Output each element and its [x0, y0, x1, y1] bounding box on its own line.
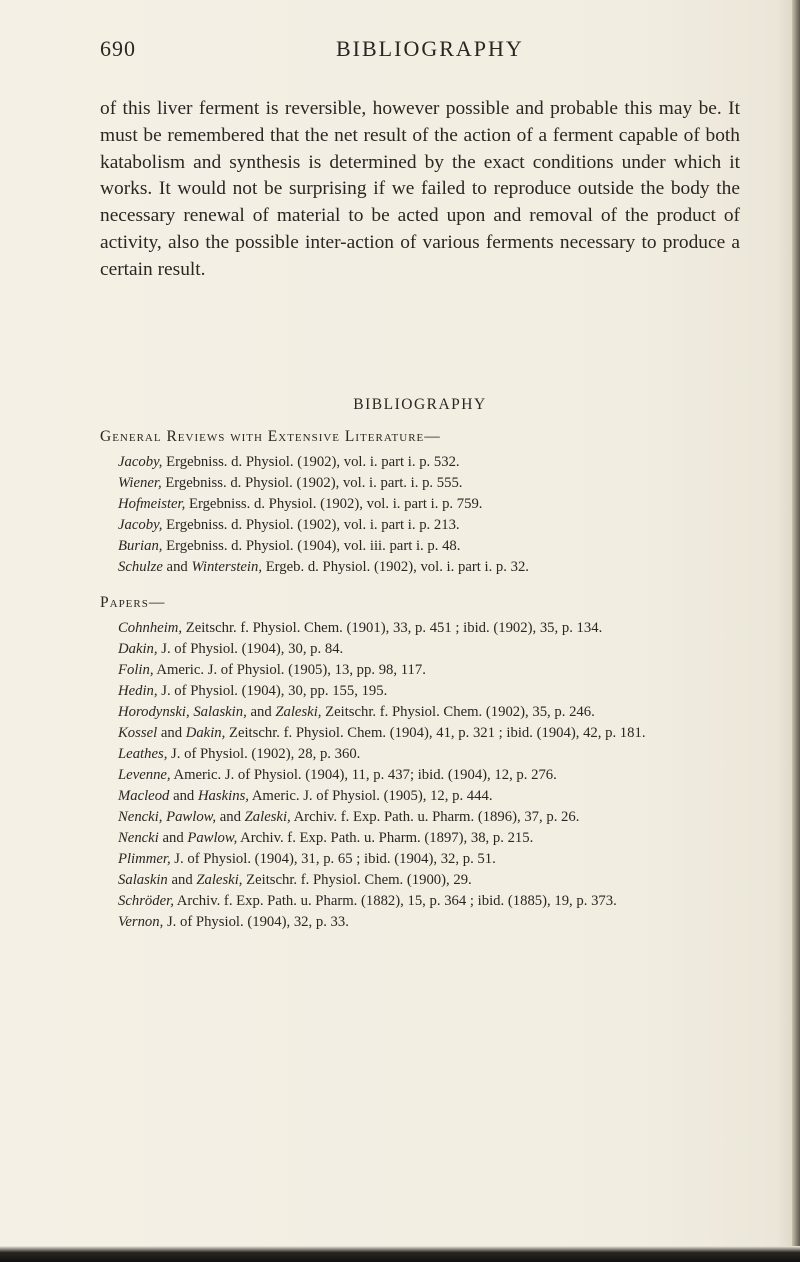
- reference-author: Jacoby,: [118, 517, 163, 533]
- reference-author: Vernon,: [118, 914, 164, 930]
- reference-author: Dakin,: [118, 641, 158, 657]
- reference-author: Horodynski, Salaskin,: [118, 704, 247, 720]
- reference-author: Zaleski,: [244, 809, 291, 825]
- reference-citation: J. of Physiol. (1904), 30, p. 84.: [157, 641, 344, 657]
- general-reviews-list: [118, 452, 742, 578]
- reference-author: Haskins,: [197, 788, 249, 804]
- reference-citation: J. of Physiol. (1904), 31, p. 65 ; ibid. (1904), 32, p. 51.: [170, 851, 496, 867]
- reference-author: Folin,: [118, 662, 154, 678]
- reference-citation: Ergebniss. d. Physiol. (1904), vol. iii. part i. p. 48.: [162, 538, 461, 554]
- reference-author: Jacoby,: [118, 454, 163, 470]
- reference-author: Dakin,: [185, 725, 226, 741]
- reference-entry: [118, 702, 742, 723]
- reference-entry: [118, 723, 742, 744]
- reference-entry: [118, 660, 742, 681]
- reference-entry: [118, 639, 742, 660]
- reference-author: Levenne,: [118, 767, 171, 783]
- reference-author: Nencki, Pawlow,: [118, 809, 217, 825]
- reference-conjunction: and: [167, 872, 197, 888]
- body-paragraph: of this liver ferment is reversible, however possible and probable this may be. It must be remembered that the net result of the action of a ferment capable of both katabolism and synthesis is determined by the exact conditions under which it works. It would not be surprising if we failed to reproduce outside the body the necessary renewal of material to be acted upon and removal of the product of activity, also the possible inter-action of various ferments necessary to produce a certain result.: [100, 98, 740, 280]
- reference-entry: [118, 618, 742, 639]
- reference-author: Plimmer,: [118, 851, 171, 867]
- general-reviews-heading: General Reviews with Extensive Literature—: [100, 428, 441, 445]
- reference-citation: Ergebniss. d. Physiol. (1902), vol. i. part i. p. 759.: [185, 496, 483, 512]
- reference-conjunction: and: [162, 559, 192, 575]
- reference-citation: Ergebniss. d. Physiol. (1902), vol. i. part i. p. 532.: [162, 454, 460, 470]
- reference-citation: Archiv. f. Exp. Path. u. Pharm. (1897), 38, p. 215.: [237, 830, 534, 846]
- reference-entry: [118, 473, 742, 494]
- reference-citation: Americ. J. of Physiol. (1905), 13, pp. 98, 117.: [153, 662, 426, 678]
- reference-author: Winterstein,: [191, 559, 263, 575]
- reference-conjunction: and: [158, 830, 188, 846]
- reference-citation: Archiv. f. Exp. Path. u. Pharm. (1882), 15, p. 364 ; ibid. (1885), 19, p. 373.: [173, 893, 617, 909]
- reference-entry: [118, 744, 742, 765]
- reference-conjunction: and: [246, 704, 276, 720]
- reference-citation: Americ. J. of Physiol. (1904), 11, p. 437; ibid. (1904), 12, p. 276.: [170, 767, 557, 783]
- reference-citation: Americ. J. of Physiol. (1905), 12, p. 444.: [248, 788, 493, 804]
- reference-entry: [118, 828, 742, 849]
- reference-author: Leathes,: [118, 746, 168, 762]
- reference-author: Wiener,: [118, 475, 162, 491]
- reference-conjunction: and: [157, 725, 186, 741]
- reference-author: Pawlow,: [187, 830, 238, 846]
- reference-entry: [118, 515, 742, 536]
- reference-entry: [118, 452, 742, 473]
- page-number: 690: [100, 36, 136, 61]
- reference-citation: Ergebniss. d. Physiol. (1902), vol. i. part. i. p. 555.: [161, 475, 463, 491]
- reference-author: Macleod: [118, 788, 170, 804]
- bottom-edge: [0, 1246, 800, 1262]
- bibliography-heading: BIBLIOGRAPHY: [353, 396, 487, 413]
- reference-author: Hedin,: [118, 683, 158, 699]
- reference-conjunction: and: [216, 809, 245, 825]
- reference-entry: [118, 786, 742, 807]
- reference-entry: [118, 681, 742, 702]
- papers-list: [118, 618, 742, 933]
- reference-entry: [118, 557, 742, 578]
- reference-author: Cohnheim,: [118, 620, 183, 636]
- reference-citation: Ergebniss. d. Physiol. (1902), vol. i. part i. p. 213.: [162, 517, 460, 533]
- reference-author: Hofmeister,: [118, 496, 186, 512]
- reference-entry: [118, 912, 742, 933]
- reference-citation: Zeitschr. f. Physiol. Chem. (1900), 29.: [242, 872, 472, 888]
- reference-citation: J. of Physiol. (1904), 30, pp. 155, 195.: [157, 683, 388, 699]
- reference-entry: [118, 870, 742, 891]
- reference-citation: Zeitschr. f. Physiol. Chem. (1902), 35, p. 246.: [321, 704, 595, 720]
- papers-heading: Papers—: [100, 594, 166, 611]
- reference-citation: J. of Physiol. (1902), 28, p. 360.: [167, 746, 361, 762]
- reference-author: Zaleski,: [196, 872, 243, 888]
- reference-author: Zaleski,: [275, 704, 322, 720]
- reference-author: Kossel: [118, 725, 158, 741]
- reference-author: Burian,: [118, 538, 163, 554]
- reference-entry: [118, 494, 742, 515]
- reference-author: Salaskin: [118, 872, 168, 888]
- reference-entry: [118, 849, 742, 870]
- reference-conjunction: and: [169, 788, 198, 804]
- reference-author: Schröder,: [118, 893, 174, 909]
- reference-citation: Zeitschr. f. Physiol. Chem. (1904), 41, p. 321 ; ibid. (1904), 42, p. 181.: [225, 725, 646, 741]
- reference-entry: [118, 807, 742, 828]
- reference-entry: [118, 765, 742, 786]
- reference-citation: Ergeb. d. Physiol. (1902), vol. i. part i. p. 32.: [262, 559, 529, 575]
- page-edge-shadow: [792, 0, 800, 1262]
- reference-entry: [118, 536, 742, 557]
- reference-author: Nencki: [118, 830, 159, 846]
- reference-entry: [118, 891, 742, 912]
- running-title: BIBLIOGRAPHY: [336, 36, 524, 61]
- reference-citation: Archiv. f. Exp. Path. u. Pharm. (1896), 37, p. 26.: [290, 809, 580, 825]
- reference-citation: Zeitschr. f. Physiol. Chem. (1901), 33, p. 451 ; ibid. (1902), 35, p. 134.: [182, 620, 603, 636]
- reference-author: Schulze: [118, 559, 163, 575]
- reference-citation: J. of Physiol. (1904), 32, p. 33.: [163, 914, 349, 930]
